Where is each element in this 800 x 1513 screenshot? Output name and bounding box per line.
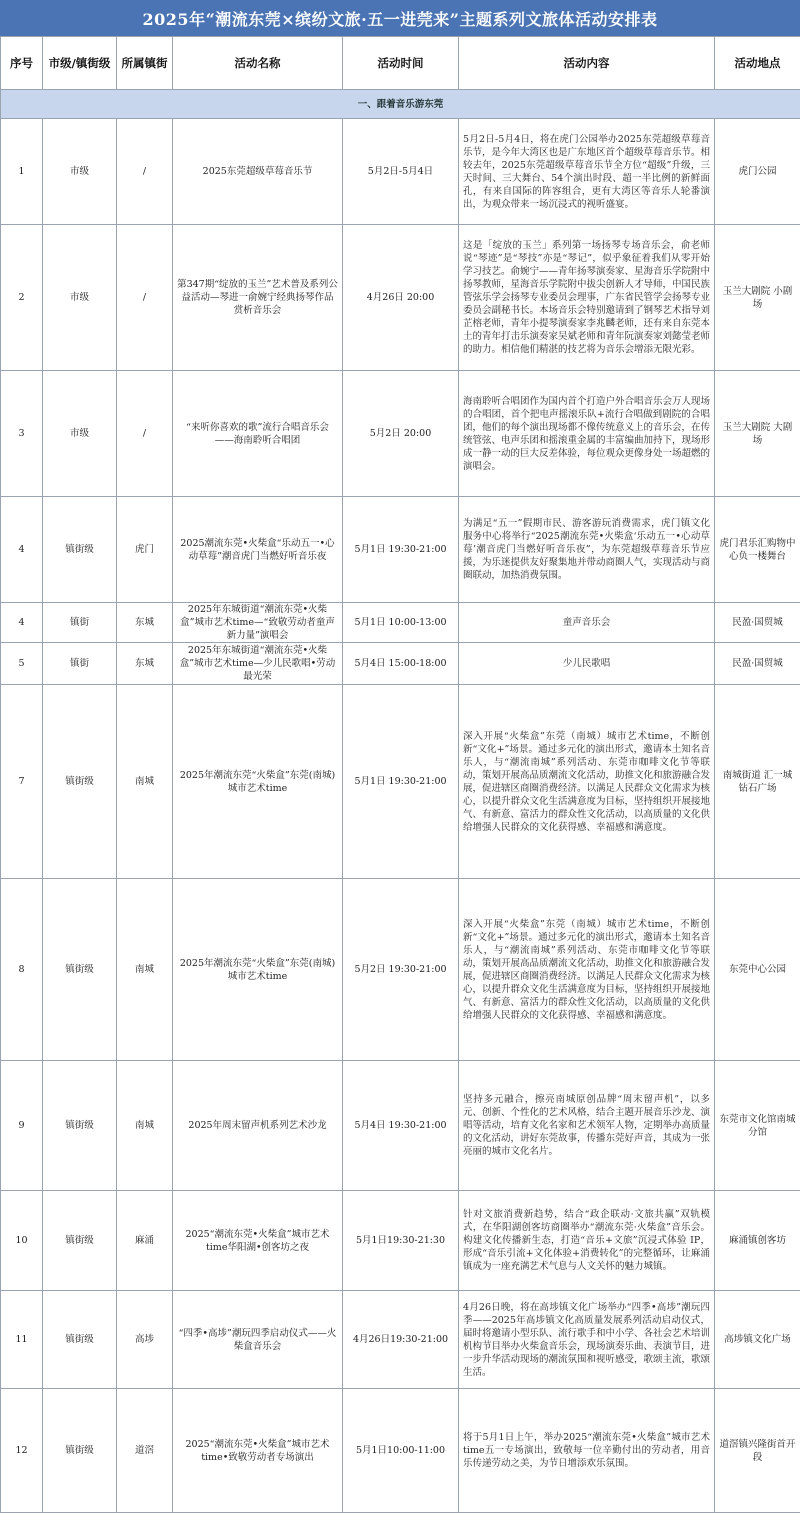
header-cell-time: 活动时间 [343, 37, 459, 90]
cell-no: 4 [1, 497, 43, 603]
table-row [1, 643, 800, 685]
cell-content: 深入开展“火柴盒”东莞（南城）城市艺术time，不断创新“文化+”场景。通过多元化的演出形式，邀请本土知名音乐人，与“潮流南城”系列活动、东莞市咖啡文化节等联动，策划开展高品质潮流文化活动，助推文化和旅游融合发展，促进辖区商圈消费经济。以满足人民群众文化需求为核心，以提升群众文化生活满意度为目标，坚持组织开展接地气、有新意、富活力的群众性文化活动，以高质量的文化供给增强人民群众的文化获得感、幸福感和满意度。 [459, 685, 715, 879]
cell-content: 少儿民歌唱 [459, 643, 715, 685]
cell-town: / [117, 119, 173, 225]
cell-level: 镇街级 [43, 1291, 117, 1389]
cell-level: 镇街级 [43, 1191, 117, 1291]
cell-place: 东莞市文化馆南城分馆 [715, 1061, 800, 1191]
cell-no: 10 [1, 1191, 43, 1291]
cell-place: 高埗镇文化广场 [715, 1291, 800, 1389]
cell-content: 深入开展“火柴盒”东莞（南城）城市艺术time，不断创新“文化+”场景。通过多元化的演出形式，邀请本土知名音乐人，与“潮流南城”系列活动、东莞市咖啡文化节等联动，策划开展高品质潮流文化活动，助推文化和旅游融合发展，促进辖区商圈消费经济。以满足人民群众文化需求为核心，以提升群众文化生活满意度为目标，坚持组织开展接地气、有新意、富活力的群众性文化活动，以高质量的文化供给增强人民群众的文化获得感、幸福感和满意度。 [459, 879, 715, 1061]
cell-town: 麻涌 [117, 1191, 173, 1291]
cell-town: 东城 [117, 603, 173, 643]
cell-time: 5月2日 20:00 [343, 371, 459, 497]
cell-name: 第347期“绽放的玉兰”艺术普及系列公益活动—琴进一俞婉宁经典扬琴作品赏析音乐会 [173, 225, 343, 371]
cell-level: 镇街级 [43, 1061, 117, 1191]
cell-no: 5 [1, 643, 43, 685]
header-cell-no: 序号 [1, 37, 43, 90]
cell-time: 5月2日-5月4日 [343, 119, 459, 225]
cell-place: 麻涌镇创客坊 [715, 1191, 800, 1291]
cell-content: 坚持多元融合，擦亮南城原创品牌“周末留声机”，以多元、创新、个性化的艺术风格，结合主题开展音乐沙龙、演唱等活动，培育文化名家和艺术领军人物，定期举办高质量的文化活动，讲好东莞故事，传播东莞好声音，其成为一张亮丽的城市文化名片。 [459, 1061, 715, 1191]
cell-place: 南城街道 汇一城钻石广场 [715, 685, 800, 879]
cell-time: 5月1日10:00-11:00 [343, 1389, 459, 1513]
table-row [1, 497, 800, 603]
cell-place: 虎门公园 [715, 119, 800, 225]
cell-level: 镇街 [43, 603, 117, 643]
table-row [1, 371, 800, 497]
header-cell-content: 活动内容 [459, 37, 715, 90]
cell-time: 5月2日 19:30-21:00 [343, 879, 459, 1061]
schedule-table [0, 36, 800, 1513]
cell-level: 镇街级 [43, 685, 117, 879]
page-title: 2025年“潮流东莞×缤纷文旅·五一进莞来”主题系列文旅体活动安排表 [0, 0, 800, 37]
cell-name: “来听你喜欢的歌”流行合唱音乐会——海南聆听合唱团 [173, 371, 343, 497]
cell-level: 市级 [43, 225, 117, 371]
table-row [1, 1389, 800, 1513]
cell-name: 2025“潮流东莞•火柴盒”城市艺术time•致敬劳动者专场演出 [173, 1389, 343, 1513]
cell-level: 镇街级 [43, 497, 117, 603]
cell-no: 7 [1, 685, 43, 879]
section-title: 一、跟着音乐游东莞 [1, 90, 800, 119]
cell-place: 民盈·国贸城 [715, 603, 800, 643]
cell-no: 3 [1, 371, 43, 497]
cell-name: “四季•高埗”潮玩四季启动仪式——火柴盒音乐会 [173, 1291, 343, 1389]
cell-name: 2025潮流东莞•火柴盒“乐动五一•心动草莓”潮音虎门当燃好听音乐夜 [173, 497, 343, 603]
cell-town: 道滘 [117, 1389, 173, 1513]
table-row [1, 1191, 800, 1291]
cell-time: 5月4日 19:30-21:00 [343, 1061, 459, 1191]
cell-place: 道滘镇兴隆街首开段 [715, 1389, 800, 1513]
table-row [1, 1061, 800, 1191]
cell-no: 11 [1, 1291, 43, 1389]
cell-content: 这是「绽放的玉兰」系列第一场扬琴专场音乐会，俞老师说“琴迹”是“琴技”亦是“琴记”，似乎象征着我们从零开始学习技艺。俞婉宁——青年扬琴演奏家、星海音乐学院附中扬琴教师，星海音乐学院附中拔尖创新人才导师，中国民族管弦乐学会扬琴专业委员会理事，广东省民管学会扬琴专业委员会副秘书长。本场音乐会特别邀请到了钢琴艺术指导刘芷榕老师，青年小提琴演奏家李兆麟老师，还有来自东莞本土的青年打击乐演奏家吴斌老师和青年阮演奏家刘懿莹老师的助力。相信他们精湛的技艺将为音乐会增添无限光彩。 [459, 225, 715, 371]
cell-town: 高埗 [117, 1291, 173, 1389]
cell-name: 2025年东城街道“潮流东莞•火柴盒”城市艺术time—少儿民歌唱•劳动最光荣 [173, 643, 343, 685]
cell-content: 针对文旅消费新趋势，结合“政企联动·文旅共赢”双轨模式，在华阳湖创客坊商圈举办“潮流东莞·火柴盒”音乐会。构建文化传播新生态，打造“音乐+文旅”沉浸式体验 IP，形成“音乐引流+文化体验+消费转化”的完整循环，让麻涌镇成为一座充满艺术气息与人文关怀的魅力城镇。 [459, 1191, 715, 1291]
cell-place: 玉兰大剧院 大剧场 [715, 371, 800, 497]
header-row [1, 37, 800, 90]
cell-town: 南城 [117, 685, 173, 879]
cell-no: 1 [1, 119, 43, 225]
cell-content: 海南聆听合唱团作为国内首个打造户外合唱音乐会万人现场的合唱团，首个把电声摇滚乐队+流行合唱做到剧院的合唱团，他们的每个演出现场都不像传统意义上的音乐会，在传统管弦、电声乐团和摇滚重金属的丰富编曲加持下，现场形成一静一动的巨大反差体验，每位观众更像身处一场超燃的演唱会。 [459, 371, 715, 497]
cell-town: / [117, 371, 173, 497]
cell-no: 8 [1, 879, 43, 1061]
table-row [1, 1291, 800, 1389]
cell-no: 9 [1, 1061, 43, 1191]
header-cell-level: 市级/镇街级 [43, 37, 117, 90]
header-cell-name: 活动名称 [173, 37, 343, 90]
cell-name: 2025年潮流东莞“火柴盒”东莞(南城)城市艺术time [173, 879, 343, 1061]
cell-town: 东城 [117, 643, 173, 685]
table-row [1, 225, 800, 371]
cell-content: 为满足“五一”假期市民、游客游玩消费需求，虎门镇文化服务中心将举行“2025潮流东莞•火柴盒‘乐动五一•心动草莓’潮音虎门当燃好听音乐夜”，为东莞超级草莓音乐节应援，为乐迷提供友好聚集地并带动商圈人气，实现活动与商圈联动，加热消费氛围。 [459, 497, 715, 603]
cell-time: 4月26日 20:00 [343, 225, 459, 371]
cell-level: 镇街级 [43, 1389, 117, 1513]
table-row [1, 685, 800, 879]
cell-level: 市级 [43, 119, 117, 225]
cell-place: 民盈·国贸城 [715, 643, 800, 685]
cell-name: 2025年东城街道“潮流东莞•火柴盒”城市艺术time—“致敬劳动者童声新力量”演唱会 [173, 603, 343, 643]
cell-no: 12 [1, 1389, 43, 1513]
cell-content: 5月2日-5月4日，将在虎门公园举办2025东莞超级草莓音乐节，是今年大湾区也是广东地区首个超级草莓音乐节。相较去年，2025东莞超级草莓音乐节全方位“超级”升级，三天时间、三大舞台、54个演出时段、超一半比例的新鲜面孔，有来自国际的阵容组合，更有大湾区等音乐人轮番演出，为观众带来一场沉浸式的视听盛宴。 [459, 119, 715, 225]
cell-name: 2025年潮流东莞“火柴盒”东莞(南城)城市艺术time [173, 685, 343, 879]
cell-town: 南城 [117, 879, 173, 1061]
cell-town: / [117, 225, 173, 371]
table-row [1, 879, 800, 1061]
cell-no: 4 [1, 603, 43, 643]
cell-level: 镇街 [43, 643, 117, 685]
cell-content: 童声音乐会 [459, 603, 715, 643]
cell-no: 2 [1, 225, 43, 371]
cell-place: 虎门君乐汇购物中心负一楼舞台 [715, 497, 800, 603]
cell-name: 2025东莞超级草莓音乐节 [173, 119, 343, 225]
cell-content: 4月26日晚，将在高埗镇文化广场举办“四季•高埗”潮玩四季——2025年高埗镇文化高质量发展系列活动启动仪式，届时将邀请小型乐队、流行歌手和中小学、各社会艺术培训机构节目举办火柴盒音乐会，现场演奏乐曲、表演节目，进一步升华活动现场的潮流氛围和视听感受，歌颂主流，歌颂生活。 [459, 1291, 715, 1389]
section-row [1, 90, 800, 119]
cell-time: 5月1日 19:30-21:00 [343, 497, 459, 603]
cell-time: 5月1日 19:30-21:00 [343, 685, 459, 879]
cell-name: 2025“潮流东莞•火柴盒”城市艺术time华阳湖•创客坊之夜 [173, 1191, 343, 1291]
table-row [1, 603, 800, 643]
cell-town: 南城 [117, 1061, 173, 1191]
cell-time: 5月1日19:30-21:30 [343, 1191, 459, 1291]
cell-place: 玉兰大剧院 小剧场 [715, 225, 800, 371]
cell-time: 5月1日 10:00-13:00 [343, 603, 459, 643]
cell-place: 东莞中心公园 [715, 879, 800, 1061]
cell-level: 镇街级 [43, 879, 117, 1061]
table-row [1, 119, 800, 225]
header-cell-town: 所属镇街 [117, 37, 173, 90]
cell-time: 4月26日19:30-21:00 [343, 1291, 459, 1389]
cell-name: 2025年周末留声机系列艺术沙龙 [173, 1061, 343, 1191]
header-cell-place: 活动地点 [715, 37, 800, 90]
cell-town: 虎门 [117, 497, 173, 603]
cell-time: 5月4日 15:00-18:00 [343, 643, 459, 685]
cell-content: 将于5月1日上午，举办2025“潮流东莞•火柴盒”城市艺术time五一专场演出，致敬每一位辛勤付出的劳动者，用音乐传递劳动之美，为节日增添欢乐氛围。 [459, 1389, 715, 1513]
cell-level: 市级 [43, 371, 117, 497]
